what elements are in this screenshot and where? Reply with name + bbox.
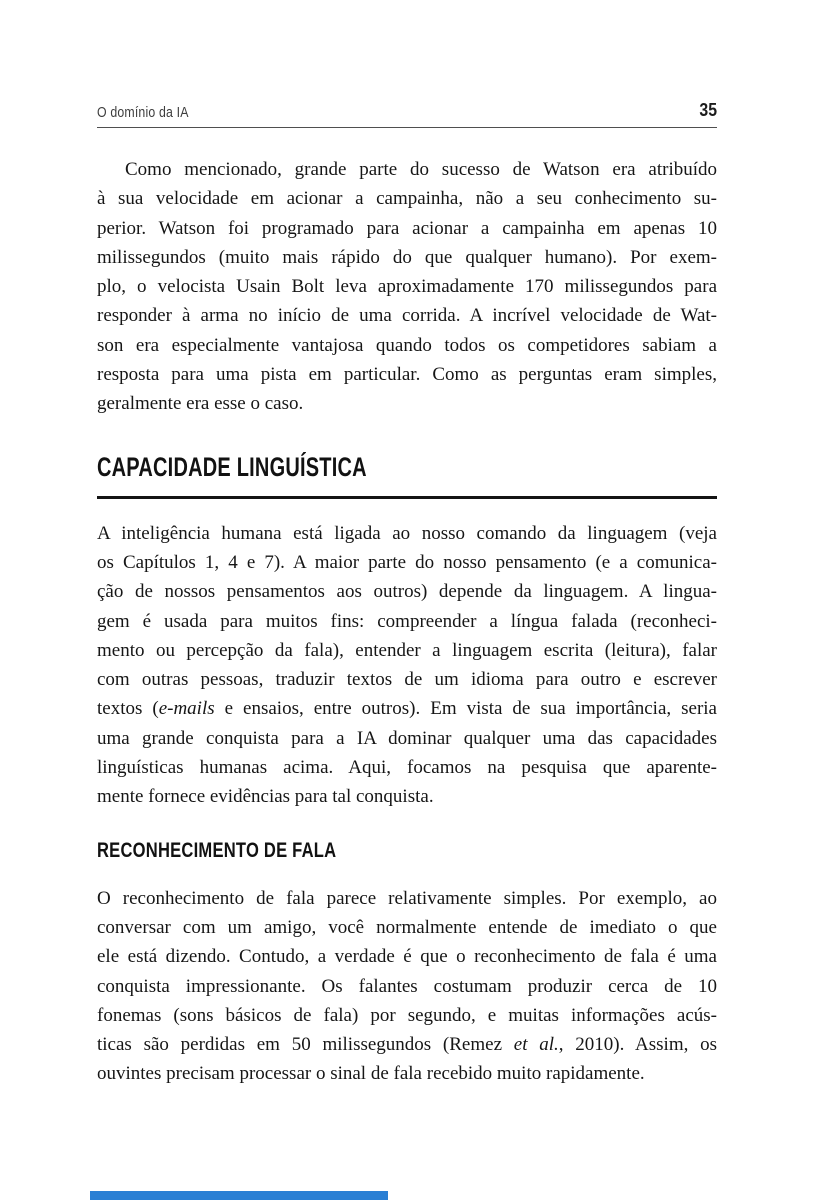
text-line: conversar com um amigo, você normalmente entende de imediato o que xyxy=(97,916,717,938)
text-line: son era especialmente vantajosa quando todos os competidores sabiam a xyxy=(97,334,717,356)
page-number: 35 xyxy=(699,100,717,120)
text-line: geralmente era esse o caso. xyxy=(97,393,304,415)
text-line: Como mencionado, grande parte do sucesso de Watson era atribuído xyxy=(125,159,717,180)
section-title: CAPACIDADE LINGUÍSTICA xyxy=(97,451,367,482)
italic-citation: et al. xyxy=(513,1034,559,1056)
text-line: ção de nossos pensamentos aos outros) depende da linguagem. A lingua- xyxy=(97,581,717,603)
text-line: mente fornece evidências para tal conquista. xyxy=(97,786,434,808)
text-line: mento ou percepção da fala), entender a linguagem escrita (leitura), falar xyxy=(97,639,717,661)
text-line: à sua velocidade em acionar a campainha, não a seu conhecimento su- xyxy=(97,188,717,210)
text-line: linguísticas humanas acima. Aqui, focamos na pesquisa que aparente- xyxy=(97,757,717,779)
italic-term: e-mails xyxy=(158,698,215,720)
text-line: uma grande conquista para a IA dominar qualquer uma das capacidades xyxy=(97,727,717,749)
text-line: os Capítulos 1, 4 e 7). A maior parte do nosso pensamento (e a comunica- xyxy=(97,551,717,573)
text-column xyxy=(97,100,717,1089)
text-line: A inteligência humana está ligada ao nosso comando da linguagem (veja xyxy=(97,522,717,544)
section-heading-capacidade-linguistica xyxy=(97,452,717,499)
text-line: fonemas (sons básicos de fala) por segundo, e muitas informações acús- xyxy=(97,1004,717,1026)
subsection-heading-reconhecimento-de-fala xyxy=(97,838,717,865)
text-line: milissegundos (muito mais rápido do que qualquer humano). Por exem- xyxy=(97,246,717,268)
text-line: plo, o velocista Usain Bolt leva aproximadamente 170 milissegundos para xyxy=(97,276,717,298)
text-line: ouvintes precisam processar o sinal de fala recebido muito rapidamente. xyxy=(97,1063,645,1085)
running-title: O domínio da IA xyxy=(97,105,189,121)
paragraph-reconhecimento-fala xyxy=(97,884,717,1089)
text-line: ele está dizendo. Contudo, a verdade é que o reconhecimento de fala é uma xyxy=(97,946,717,968)
text-line: conquista impressionante. Os falantes costumam produzir cerca de 10 xyxy=(97,975,717,997)
text-line: gem é usada para muitos fins: compreender a língua falada (reconheci- xyxy=(97,610,717,632)
running-header xyxy=(97,100,717,128)
footer-accent-bar xyxy=(90,1191,388,1200)
text-line: textos (e-mails e ensaios, entre outros). Em vista de sua importância, seria xyxy=(97,698,717,720)
subsection-title: RECONHECIMENTO DE FALA xyxy=(97,837,337,862)
text-line: responder à arma no início de uma corrida. A incrível velocidade de Wat- xyxy=(97,305,717,327)
text-line: com outras pessoas, traduzir textos de um idioma para outro e escrever xyxy=(97,669,717,691)
text-line: perior. Watson foi programado para acionar a campainha em apenas 10 xyxy=(97,217,717,239)
text-line: resposta para uma pista em particular. Como as perguntas eram simples, xyxy=(97,364,717,386)
text-line: ticas são perdidas em 50 milissegundos (Remez et al., 2010). Assim, os xyxy=(97,1034,717,1056)
paragraph-watson xyxy=(97,155,717,419)
text-line: O reconhecimento de fala parece relativamente simples. Por exemplo, ao xyxy=(97,887,717,909)
paragraph-linguagem xyxy=(97,519,717,812)
